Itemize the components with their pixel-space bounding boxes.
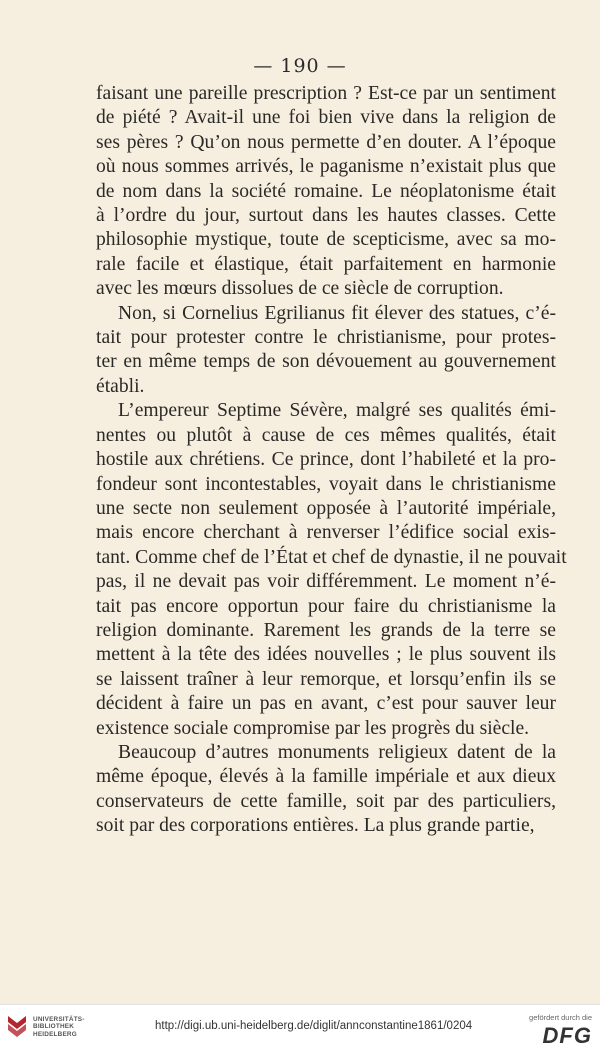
text-line: rale facile et élastique, était parfaitement en harmonie xyxy=(96,253,556,275)
paragraph xyxy=(96,302,556,400)
text-line: avec les mœurs dissolues de ce siècle de corruption. xyxy=(96,278,504,300)
text-line: hostile aux chrétiens. Ce prince, dont l’habileté et la pro- xyxy=(96,449,556,471)
paragraph xyxy=(96,399,567,741)
text-line: mais encore cherchant à renverser l’édifice social exis- xyxy=(96,522,556,544)
text-line: une secte non seulement opposée à l’autorité impériale, xyxy=(96,497,556,519)
text-line: soit par des corporations entières. La plus grande partie, xyxy=(96,815,535,837)
text-line: fondeur sont incontestables, voyait dans le christianisme xyxy=(96,473,556,495)
text-line: établi. xyxy=(96,375,145,397)
library-name-line: HEIDELBERG xyxy=(33,1030,77,1038)
paragraph xyxy=(96,741,556,839)
text-line: même époque, élevés à la famille impériale et aux dieux xyxy=(96,766,556,788)
text-line: décident à faire un pas en avant, c’est pour sauver leur xyxy=(96,693,556,715)
library-name xyxy=(33,1016,85,1038)
viewer-footer xyxy=(0,1004,600,1050)
text-line: faisant une pareille prescription ? Est-ce par un sentiment xyxy=(96,83,556,104)
text-line: religion dominante. Rarement les grands de la terre se xyxy=(96,619,556,641)
paragraph xyxy=(96,82,556,302)
heidelberg-library-logo-icon xyxy=(5,1013,29,1041)
text-line: de piété ? Avait-il une foi bien vive dans la religion de xyxy=(96,107,556,129)
funded-by-label: gefördert durch die xyxy=(529,1013,592,1022)
document-url-link[interactable]: http://digi.ub.uni-heidelberg.de/diglit/annconstantine1861/0204 xyxy=(155,1020,473,1032)
text-line: de nom dans la société romaine. Le néoplatonisme était xyxy=(96,180,556,202)
text-line: ses pères ? Qu’on nous permette d’en douter. A l’époque xyxy=(96,131,556,153)
text-line: où nous sommes arrivés, le paganisme n’existait plus que xyxy=(96,156,556,178)
library-name-line: BIBLIOTHEK xyxy=(33,1023,75,1031)
text-line: se laissent traîner à leur remorque, et lorsqu’enfin ils se xyxy=(96,668,556,690)
text-line: tait pour protester contre le christianisme, pour protes- xyxy=(96,327,556,349)
text-line: Beaucoup d’autres monuments religieux datent de la xyxy=(118,741,556,763)
text-line: philosophie mystique, toute de scepticisme, avec sa mo- xyxy=(96,229,556,251)
text-line: L’empereur Septime Sévère, malgré ses qualités émi- xyxy=(118,400,556,422)
text-line: pas, il ne devait pas voir différemment. Le moment n’é- xyxy=(96,571,556,593)
text-line: à l’ordre du jour, surtout dans les hautes classes. Cette xyxy=(96,205,556,227)
text-line: mettent à la tête des idées nouvelles ; le plus souvent ils xyxy=(96,644,556,666)
body-text xyxy=(96,82,567,839)
text-line: tait pas encore opportun pour faire du christianisme la xyxy=(96,595,556,617)
text-line: existence sociale compromise par les progrès du siècle. xyxy=(96,717,530,739)
text-line: conservateurs de cette famille, soit par des particuliers, xyxy=(96,790,556,812)
text-line: nentes ou plutôt à cause de ces mêmes qualités, était xyxy=(96,424,556,446)
dfg-logo: DFG xyxy=(542,1023,592,1048)
text-line: tant. Comme chef de l’État et chef de dynastie, il ne pouvait xyxy=(96,546,567,568)
text-line: Non, si Cornelius Egrilianus fit élever des statues, c’é- xyxy=(118,302,556,324)
text-line: ter en même temps de son dévouement au gouvernement xyxy=(96,351,556,373)
page-number: — 190 — xyxy=(253,55,347,77)
library-name-line: UNIVERSITÄTS- xyxy=(33,1016,85,1023)
